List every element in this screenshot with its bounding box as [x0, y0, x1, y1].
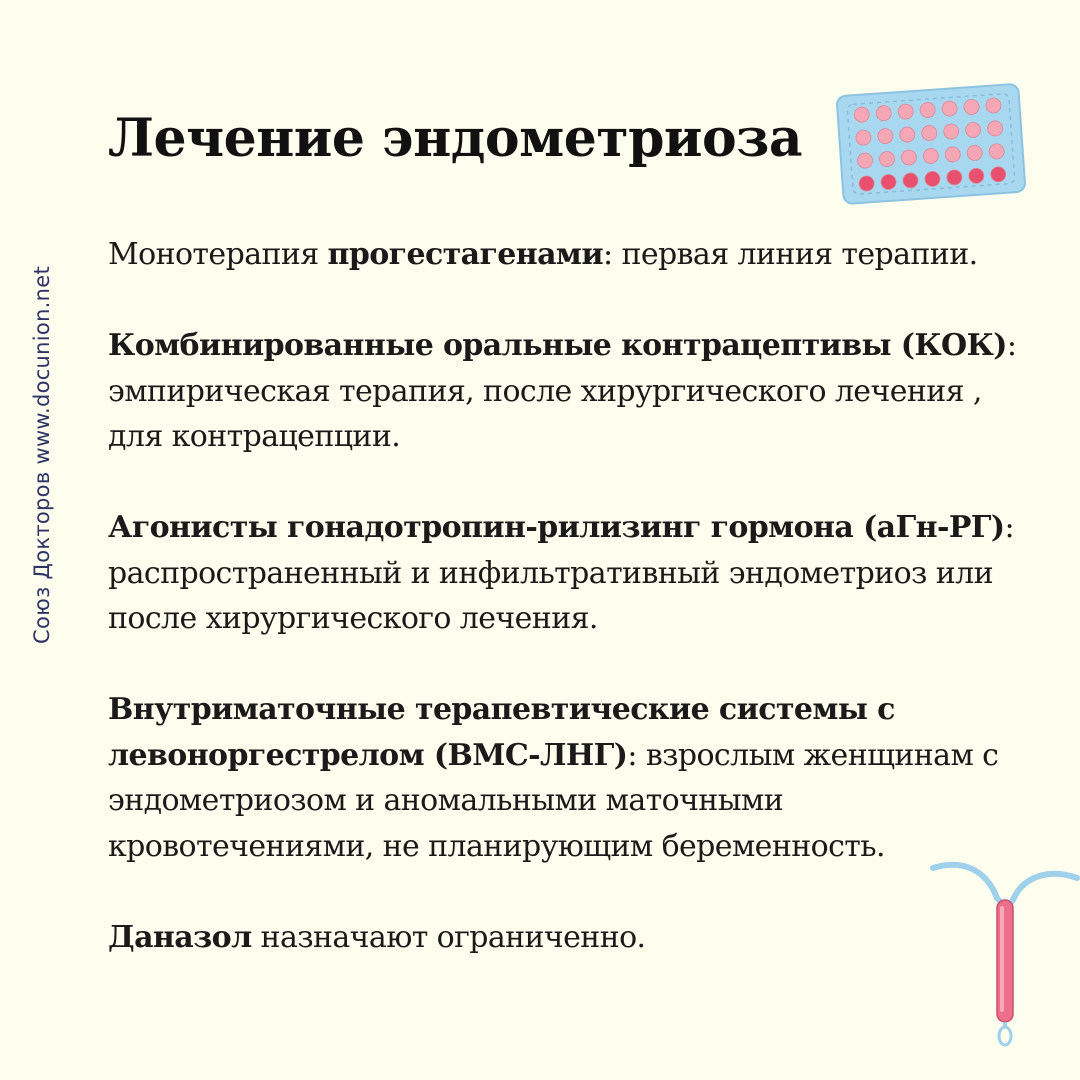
paragraph-bold-term: прогестагенами [327, 237, 604, 272]
treatment-list [108, 232, 1033, 960]
paragraph-text: : эмпирическая терапия, после хирургического лечения , для контрацепции. [108, 328, 1017, 454]
paragraph-text: назначают ограниченно. [251, 919, 646, 955]
page-title: Лечение эндометриоза [108, 108, 803, 169]
iud-icon [925, 850, 1080, 1050]
paragraph-bold-term: Внутриматочные терапевтические системы с левоноргестрелом (ВМС-ЛНГ) [108, 692, 895, 773]
paragraph-text: : первая линия терапии. [603, 237, 978, 272]
paragraph-text: : распространенный и инфильтративный эндометриоз или после хирургического лечения. [108, 510, 1015, 636]
paragraph-bold-term: Агонисты гонадотропин-рилизинг гормона (аГн-РГ) [108, 510, 1005, 545]
paragraph-text: : взрослым женщинам с эндометриозом и аномальными маточными кровотечениями, не планирующим беременность. [108, 737, 999, 864]
paragraph-text: Монотерапия [108, 237, 328, 272]
paragraph-gnrh [108, 505, 1033, 642]
paragraph-lng-ius [108, 687, 1033, 869]
pill-pack-icon [830, 78, 1030, 210]
site-credit-label: Союз Докторов www.docunion.net [30, 265, 54, 645]
paragraph-danazol [108, 915, 1033, 961]
paragraph-bold-term: Комбинированные оральные контрацептивы (КОК) [108, 328, 1007, 363]
paragraph-progestagens [108, 232, 1033, 278]
paragraph-coc [108, 323, 1033, 460]
paragraph-bold-term: Даназол [108, 919, 252, 955]
